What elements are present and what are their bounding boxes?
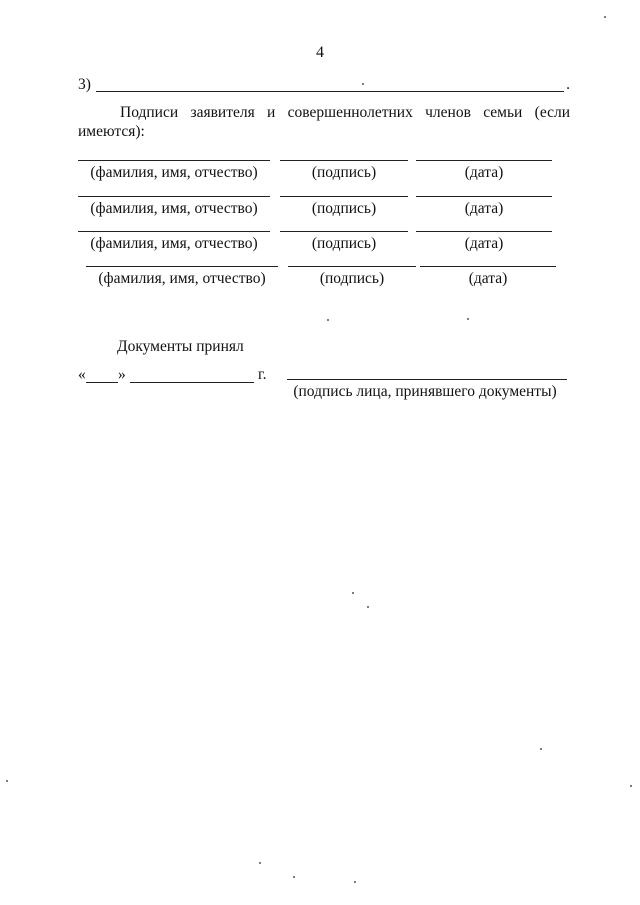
name-line: [78, 196, 270, 197]
item-3-blank-line: [96, 91, 564, 92]
documents-accepted-label: Документы принял: [117, 338, 244, 355]
signature-row: [0, 266, 640, 290]
signature-caption: (подпись): [311, 235, 377, 252]
date-caption: (дата): [468, 270, 508, 287]
signature-line: [280, 231, 408, 232]
date-line: [420, 266, 556, 267]
date-line: [416, 196, 552, 197]
scan-speck: [259, 862, 261, 864]
item-3-period: .: [566, 76, 570, 93]
item-3-number: 3): [78, 76, 91, 93]
day-blank: [86, 382, 118, 383]
month-blank: [130, 382, 254, 383]
date-caption: (дата): [464, 164, 504, 181]
signature-row: [0, 231, 640, 255]
signature-caption: (подпись): [311, 164, 377, 181]
receiver-signature-line: [287, 379, 567, 380]
name-line: [78, 160, 270, 161]
scan-speck: [327, 319, 329, 321]
year-suffix: г.: [258, 366, 267, 383]
name-line: [78, 231, 270, 232]
item-3-line: [78, 76, 574, 96]
scan-speck: [540, 748, 542, 750]
name-caption: (фамилия, имя, отчество): [90, 235, 258, 252]
signature-caption: (подпись): [319, 270, 385, 287]
signature-caption: (подпись): [311, 200, 377, 217]
scan-speck: [367, 606, 369, 608]
signatures-intro: Подписи заявителя и совершеннолетних членов семьи (если имеются):: [78, 104, 570, 140]
date-close-quote: »: [118, 366, 126, 383]
scan-speck: [6, 780, 8, 782]
signature-line: [280, 196, 408, 197]
date-line: [416, 231, 552, 232]
date-caption: (дата): [464, 235, 504, 252]
name-line: [86, 266, 278, 267]
date-open-quote: «: [78, 366, 86, 383]
scan-speck: [604, 16, 606, 18]
signature-row: [0, 196, 640, 220]
name-caption: (фамилия, имя, отчество): [90, 164, 258, 181]
acceptance-date-line: [78, 366, 278, 388]
scan-speck: [362, 83, 364, 85]
scan-speck: [354, 881, 356, 883]
scan-speck: [467, 318, 469, 320]
scan-speck: [352, 592, 354, 594]
page-number: 4: [316, 44, 324, 61]
name-caption: (фамилия, имя, отчество): [98, 270, 266, 287]
signature-line: [288, 266, 416, 267]
scan-speck: [630, 785, 632, 787]
scan-speck: [293, 876, 295, 878]
date-caption: (дата): [464, 200, 504, 217]
date-line: [416, 160, 552, 161]
receiver-signature-caption: (подпись лица, принявшего документы): [293, 383, 557, 400]
name-caption: (фамилия, имя, отчество): [90, 200, 258, 217]
signature-row: [0, 160, 640, 184]
signature-line: [280, 160, 408, 161]
